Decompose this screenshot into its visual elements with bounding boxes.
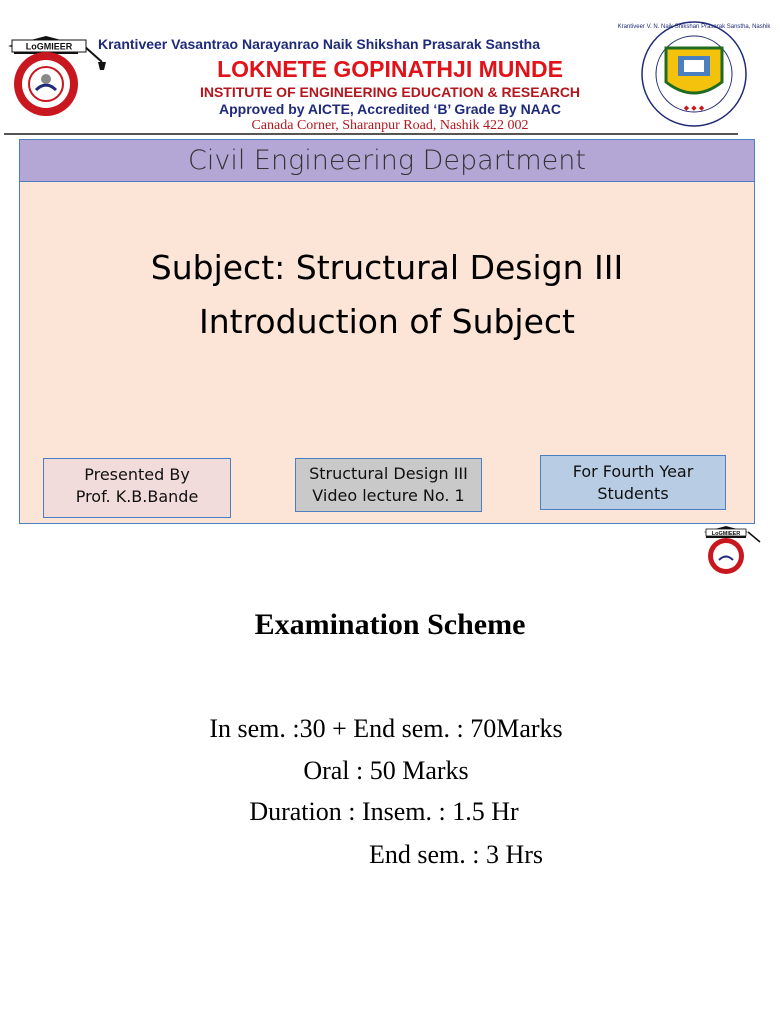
address-line: Canada Corner, Sharanpur Road, Nashik 422 002 <box>251 118 529 133</box>
intro-title: Introduction of Subject <box>199 302 575 341</box>
lecture-number: Video lecture No. 1 <box>312 486 465 505</box>
presenter-label: Presented By <box>84 465 190 484</box>
sanstha-emblem <box>617 18 771 130</box>
audience-line-1: For Fourth Year <box>572 462 694 481</box>
duration-endsem-line: End sem. : 3 Hrs <box>369 840 544 869</box>
lecture-subject: Structural Design III <box>309 464 468 483</box>
institute-name: INSTITUTE OF ENGINEERING EDUCATION & RESEARCH <box>199 84 581 100</box>
title-slide <box>19 139 755 524</box>
oral-line: Oral : 50 Marks <box>303 756 469 785</box>
department-bar: Civil Engineering Department <box>20 140 754 182</box>
presenter-name: Prof. K.B.Bande <box>75 487 199 506</box>
audience-box <box>540 455 726 510</box>
sanstha-name: Krantiveer Vasantrao Narayanrao Naik Shikshan Prasarak Sanstha <box>98 36 540 52</box>
scheme-heading: Examination Scheme <box>254 608 526 641</box>
logo-right-text: Krantiveer V. N. Naik Shikshan Prasarak Sanstha, Nashik <box>617 24 771 30</box>
subject-title: Subject: Structural Design III <box>150 248 624 287</box>
college-name: LOKNETE GOPINATHJI MUNDE <box>217 56 563 82</box>
svg-text:◆ ◆ ◆: ◆ ◆ ◆ <box>683 104 705 112</box>
college-logo-small <box>696 526 766 576</box>
logo-small-text: LoGMIEER <box>711 530 741 537</box>
header-divider <box>4 133 738 135</box>
audience-line-2: Students <box>597 484 669 503</box>
lecture-box <box>295 458 482 512</box>
marks-line: In sem. :30 + End sem. : 70Marks <box>209 714 563 743</box>
approval-line: Approved by AICTE, Accredited ‘B’ Grade By NAAC <box>218 101 562 117</box>
presenter-box <box>43 458 231 518</box>
logo-left-text: LoGMIEER <box>25 41 73 52</box>
duration-insem-line: Duration : Insem. : 1.5 Hr <box>249 797 519 826</box>
